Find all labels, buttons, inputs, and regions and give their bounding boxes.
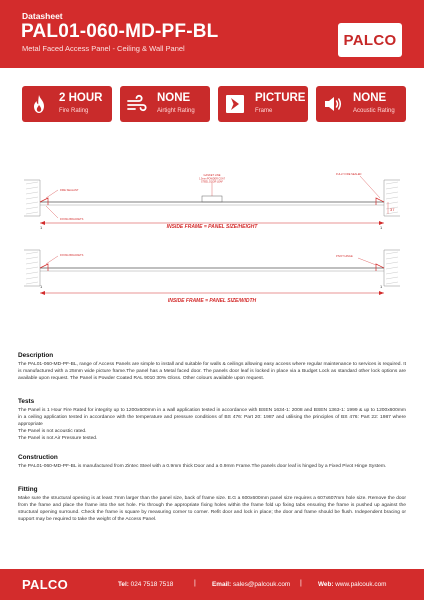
fixing-brackets-label-top: FIXING BRACKETS (60, 218, 84, 221)
web-address: www.palcouk.com (335, 581, 387, 588)
tests-line-1: The Panel is 1 Hour Fire Rated for integrity up to 1200x600mm in a wall application tested in accordance with BSEN 1634-1: 2008 and BSEN 1363-1: 1999 & up to 1200x600mm in a ceiling application tested in accordance with the temperature and pressure conditions of BS 476: Part 20: 1987 and utilising the principles of BS 476: Part 22: 1987 where appropriate (18, 408, 406, 428)
product-code-title: PAL01-060-MD-PF-BL (21, 21, 219, 42)
acoustic-rating-card (316, 86, 406, 122)
description-heading: Description (18, 352, 54, 359)
construction-section (18, 454, 406, 470)
flame-icon (28, 93, 50, 115)
datasheet-label: Datasheet (22, 11, 63, 21)
fully-fire-sealed-label: FULLY FIRE SEALED (336, 173, 362, 176)
construction-body: The PAL01-060-MD-PF-BL is manufactured from Zintec Steel with a 0.9mm thick Door and a 0.9mm Frame.The panels door leaf is hinged by a Fixed Pivot Hinge System. (18, 464, 387, 469)
footer-brand: PALCO (22, 577, 69, 592)
construction-heading: Construction (18, 454, 58, 461)
bottom-marker-left: 1 (40, 284, 43, 289)
palco-logo-text: PALCO (343, 32, 397, 49)
fire-rating-value: 2 HOUR (59, 92, 103, 104)
right-wall-bottom (384, 250, 400, 286)
fixing-brackets-label-bottom: FIXING BRACKETS (60, 254, 84, 257)
budget-lock-block (202, 196, 222, 202)
email-address: sales@palcouk.com (232, 581, 291, 588)
door-leaf-label-2: STEEL DOOR LEAF (201, 180, 223, 184)
airtight-rating-value: NONE (157, 92, 191, 104)
airtight-rating-caption: Airtight Rating (157, 108, 195, 114)
fitting-body: Make sure the structural opening is at least 7mm larger than the panel size, back of frame size. E.G a 600x600mm panel size requires a 607x607mm hole size. Remove the door from the frame and place the frame into the set hole. Fix through the appropriate fixing holes within the frame fold up fixing tabs ensuring the frame is pushed up against the structural opening surround. Check the frame is square by measuring corner to corner. Refit door and lock in place; the door and frame should be flush. Independent bracing or support may be required to take the weight of the Access Panel. (18, 496, 406, 523)
fire-sealant-label: FIRE SEALANT (60, 189, 79, 192)
width-dimension-label: INSIDE FRAME = PANEL SIZE/WIDTH (167, 298, 257, 304)
footer-web[interactable] (318, 581, 386, 588)
tests-heading: Tests (18, 398, 35, 405)
left-wall-top (24, 180, 40, 216)
palco-logo (338, 23, 402, 57)
bottom-marker-right: 1 (380, 284, 383, 289)
footer-bar (0, 569, 424, 600)
fire-rating-caption: Fire Rating (59, 108, 89, 114)
top-marker-right: 1 (380, 225, 383, 230)
tests-line-2: The Panel is not acoustic rated. (18, 429, 87, 435)
phone-number: 024 7518 7518 (130, 581, 174, 588)
tests-section (18, 398, 406, 442)
gasket-line-label: GASKET LINE (203, 174, 221, 177)
door-leaf-label-1: 1.5mm POWDER COAT (199, 177, 225, 181)
frame-rating-card (218, 86, 308, 122)
ratings-row (22, 86, 406, 122)
pivot-hinge-label: PIVOT HINGE (336, 255, 353, 258)
description-section (18, 352, 406, 382)
footer-separator-2: | (300, 580, 302, 587)
airtight-rating-card (120, 86, 210, 122)
acoustic-rating-value: NONE (353, 92, 387, 104)
acoustic-rating-caption: Acoustic Rating (353, 108, 395, 114)
email-label: Email: (212, 581, 232, 588)
footer-phone[interactable] (118, 581, 173, 588)
wind-icon (126, 93, 148, 115)
section-view-top (24, 172, 400, 230)
fitting-heading: Fitting (18, 486, 38, 493)
speaker-icon (322, 93, 344, 115)
frame-rating-caption: Frame (255, 108, 273, 114)
footer-email[interactable] (212, 581, 290, 588)
height-dimension-label: INSIDE FRAME = PANEL SIZE/HEIGHT (166, 224, 258, 230)
tests-line-3: The Panel is not Air Pressure tested. (18, 436, 98, 442)
product-subtitle: Metal Faced Access Panel - Ceiling & Wall Panel (22, 44, 185, 53)
header-banner (0, 0, 424, 68)
fitting-section (18, 486, 406, 523)
section-view-bottom (24, 250, 400, 304)
frame-chevron-icon (224, 93, 246, 115)
side-dimension-value: 37 (390, 207, 395, 212)
top-marker-left: 1 (40, 225, 43, 230)
description-body: The PAL01-060-MD-PF-BL, range of Access Panels are simple to install and suitable for walls & ceilings allowing easy access where regular maintenance to services is required. It is manufactured with a 25mm wide picture frame.The panel has a Metal faced door. The panels door leaf is locked in place via a Budget Lock as standard other lock options are available upon request. The Panel is Powder Coated RAL 9010 30% Gloss. Other colours available upon request. (18, 362, 406, 382)
footer-separator-1: | (194, 580, 196, 587)
phone-label: Tel: (118, 581, 129, 588)
technical-drawing (18, 158, 406, 328)
web-label: Web: (318, 581, 334, 588)
frame-rating-value: PICTURE (255, 92, 306, 104)
left-wall-bottom (24, 250, 40, 286)
fire-rating-card (22, 86, 112, 122)
